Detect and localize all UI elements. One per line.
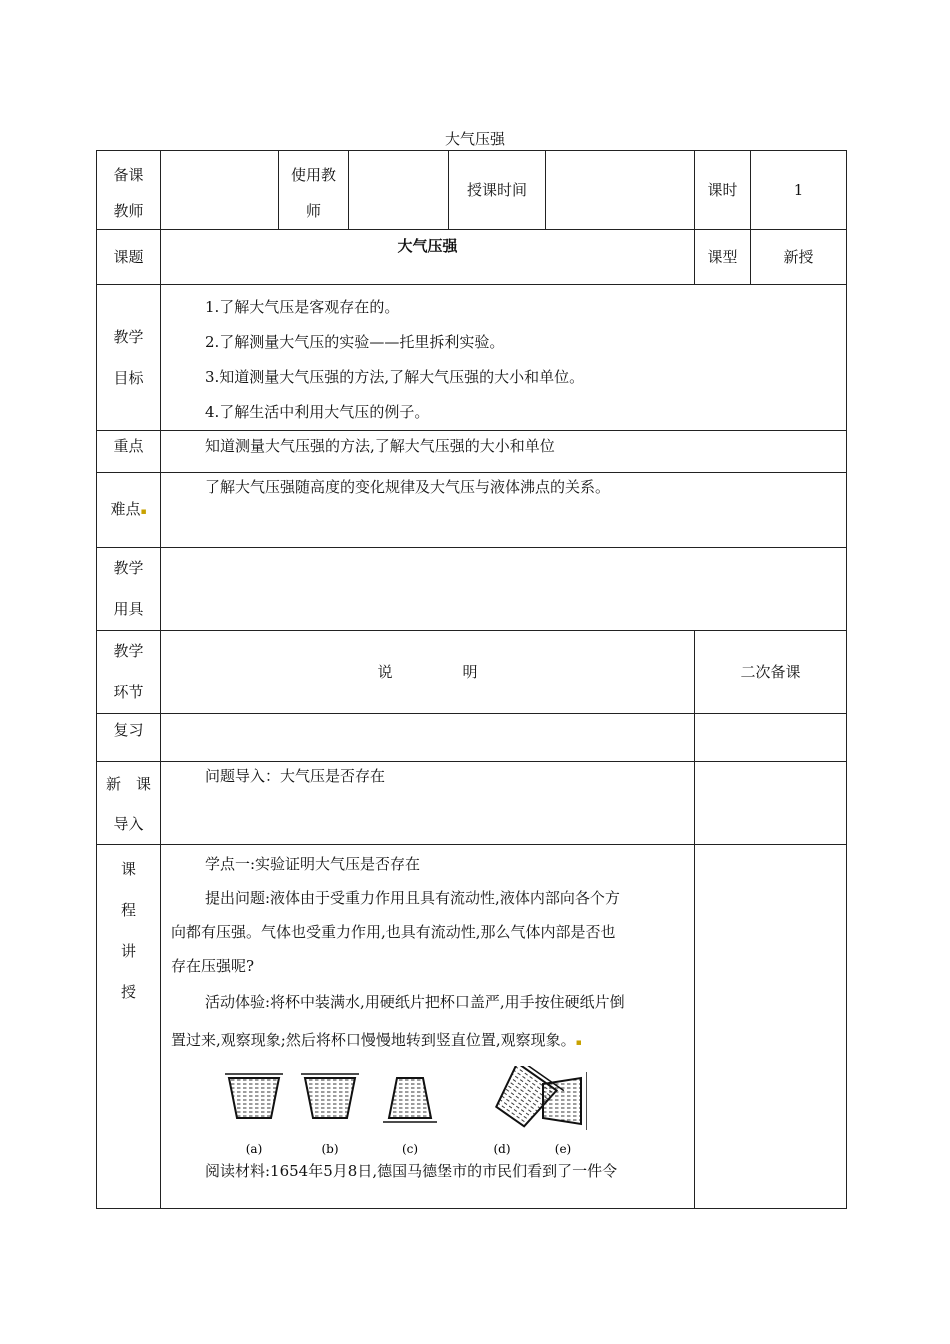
user-teacher-label-line2: 师	[305, 202, 321, 220]
topic-row	[97, 230, 847, 285]
activity-line	[171, 1021, 684, 1062]
question-line: 向都有压强。气体也受重力作用,也具有流动性,那么气体内部是否也	[171, 923, 616, 941]
intro-label	[97, 762, 161, 845]
figure-label-c: (c)	[401, 1142, 419, 1156]
goals-label-line1: 教学	[113, 327, 144, 346]
period-label: 课时	[695, 151, 751, 230]
topic-label: 课题	[97, 230, 161, 285]
tools-label-line2: 用具	[113, 600, 144, 618]
intro-value: 问题导入：大气压是否存在	[161, 762, 695, 845]
period-value: 1	[751, 151, 847, 230]
section-label	[97, 631, 161, 714]
section-header-row	[97, 631, 847, 714]
lesson-type-value: 新授	[751, 230, 847, 285]
intro-row	[97, 762, 847, 845]
difficulty-label	[97, 473, 161, 548]
prep-teacher-label	[97, 151, 161, 230]
activity-line-text: 置过来,观察现象;然后将杯口慢慢地转到竖直位置,观察现象。	[171, 1031, 576, 1049]
figure-label-a: (a)	[245, 1142, 263, 1156]
review-row	[97, 714, 847, 762]
key-point-value: 知道测量大气压强的方法,了解大气压强的大小和单位	[161, 431, 847, 473]
review-second-prep	[695, 714, 847, 762]
review-value	[161, 714, 695, 762]
second-prep-header: 二次备课	[695, 631, 847, 714]
edit-mark-icon: ▪	[140, 506, 147, 517]
key-point-row	[97, 431, 847, 473]
goals-row	[97, 285, 847, 431]
figure-label-e: (e)	[554, 1142, 572, 1156]
teach-time-label: 授课时间	[449, 151, 546, 230]
goal-item: 3.知道测量大气压强的方法,了解大气压强的大小和单位。	[205, 368, 585, 386]
goals-label-line2: 目标	[113, 368, 144, 387]
goal-item: 1.了解大气压是客观存在的。	[205, 298, 400, 316]
reading-line: 阅读材料:1654年5月8日,德国马德堡市的市民们看到了一件令	[205, 1162, 618, 1180]
description-header-char2: 明	[462, 663, 478, 681]
difficulty-row	[97, 473, 847, 548]
question-line: 提出问题:液体由于受重力作用且具有流动性,液体内部向各个方	[205, 889, 620, 907]
section-label-line2: 环节	[113, 683, 144, 701]
intro-label-line2: 导入	[113, 815, 144, 833]
description-header	[161, 631, 695, 714]
edit-mark-icon: ▪	[575, 1038, 582, 1048]
prep-teacher-value	[161, 151, 279, 230]
user-teacher-value	[349, 151, 449, 230]
lecture-label-char: 授	[120, 983, 136, 1001]
tools-label	[97, 548, 161, 631]
lecture-row	[97, 845, 847, 1209]
description-header-char1: 说	[377, 663, 393, 681]
teach-time-value	[546, 151, 695, 230]
intro-second-prep	[695, 762, 847, 845]
lecture-second-prep	[695, 845, 847, 1209]
lesson-plan-table	[96, 150, 847, 1209]
document-title: 大气压强	[444, 130, 505, 148]
cup-experiment-figure	[147, 1066, 587, 1158]
point-heading: 学点一:实验证明大气压是否存在	[205, 855, 421, 873]
header-row	[97, 151, 847, 230]
review-label: 复习	[97, 714, 161, 762]
difficulty-value: 了解大气压强随高度的变化规律及大气压与液体沸点的关系。	[161, 473, 847, 548]
cup-figure-c	[383, 1078, 437, 1122]
tools-row	[97, 548, 847, 631]
lecture-label-char: 讲	[120, 942, 136, 960]
cup-figures	[161, 1062, 694, 1154]
goals-label	[97, 285, 161, 431]
lesson-type-label: 课型	[695, 230, 751, 285]
tools-label-line1: 教学	[113, 559, 144, 577]
goal-item: 2.了解测量大气压的实验——托里拆利实验。	[205, 333, 505, 351]
lecture-label-char: 程	[120, 901, 136, 919]
prep-teacher-label-line1: 备课	[113, 166, 144, 184]
activity-line: 活动体验:将杯中装满水,用硬纸片把杯口盖严,用手按住硬纸片倒	[205, 993, 625, 1011]
figure-label-d: (d)	[493, 1142, 511, 1156]
topic-value: 大气压强	[161, 230, 695, 285]
figure-label-b: (b)	[321, 1142, 339, 1156]
cup-figure-a	[225, 1074, 283, 1118]
user-teacher-label-line1: 使用教	[290, 166, 336, 184]
user-teacher-label	[279, 151, 349, 230]
question-line: 存在压强呢?	[171, 957, 255, 975]
cup-figure-b	[301, 1074, 359, 1118]
goals-list	[161, 285, 847, 431]
lecture-label-char: 课	[120, 860, 136, 878]
section-label-line1: 教学	[113, 642, 144, 660]
tools-value	[161, 548, 847, 631]
key-point-label: 重点	[97, 431, 161, 473]
difficulty-label-text: 难点	[110, 499, 141, 518]
goal-item: 4.了解生活中利用大气压的例子。	[205, 403, 430, 421]
intro-label-line1: 新 课	[105, 775, 151, 793]
prep-teacher-label-line2: 教师	[113, 202, 144, 220]
lecture-content	[161, 845, 695, 1209]
